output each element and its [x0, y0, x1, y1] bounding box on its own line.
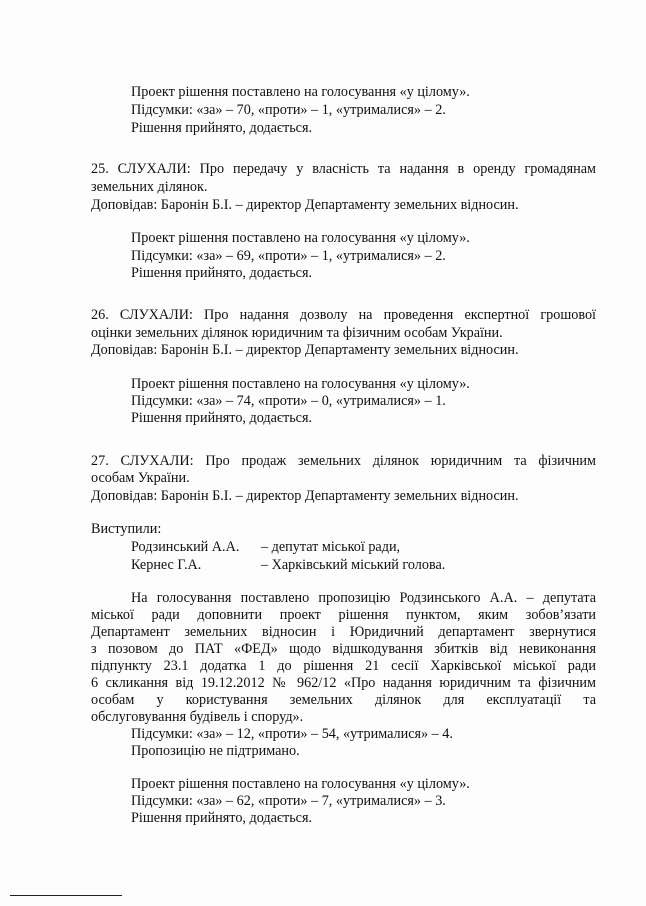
proposal-last-line: обслуговування будівель і споруд».	[91, 709, 304, 725]
proposal-line: 6 скликання від 19.12.2012 № 962/12 «Про надання юридичним та фізичним	[91, 675, 596, 691]
item-25-heading-cont: земельних ділянок.	[91, 179, 208, 195]
proposal-line: На голосування поставлено пропозицію Родзинського А.А. – депутата	[131, 590, 596, 606]
final-vote-line: Проект рішення поставлено на голосування «у цілому».	[131, 776, 470, 792]
proposal-line: з позовом до ПАТ «ФЕД» щодо відшкодування збитків від невиконання	[91, 641, 596, 657]
speakers-heading: Виступили:	[91, 521, 162, 537]
proposal-outcome-line: Пропозицію не підтримано.	[131, 743, 300, 759]
speaker-role: – депутат міської ради,	[261, 539, 401, 555]
item-26-heading: 26. СЛУХАЛИ: Про надання дозволу на проведення експертної грошової	[91, 307, 596, 323]
final-results-line: Підсумки: «за» – 62, «проти» – 7, «утрималися» – 3.	[131, 793, 446, 809]
item-27-heading-cont: особам України.	[91, 470, 190, 486]
proposal-line: Департамент земельних відносин і Юридичний департамент звернутися	[91, 624, 596, 640]
footer-rule	[10, 895, 122, 896]
item-25-decision-line: Рішення прийнято, додається.	[131, 265, 313, 281]
speaker-name: Кернес Г.А.	[131, 557, 202, 573]
results-line: Підсумки: «за» – 70, «проти» – 1, «утрималися» – 2.	[131, 102, 446, 118]
item-25-heading: 25. СЛУХАЛИ: Про передачу у власність та надання в оренду громадянам	[91, 161, 596, 177]
item-26-results-line: Підсумки: «за» – 74, «проти» – 0, «утрималися» – 1.	[131, 393, 446, 409]
final-decision-line: Рішення прийнято, додається.	[131, 810, 313, 826]
speaker-role: – Харківський міський голова.	[261, 557, 446, 573]
item-26-decision-line: Рішення прийнято, додається.	[131, 410, 313, 426]
item-25-results-line: Підсумки: «за» – 69, «проти» – 1, «утрималися» – 2.	[131, 248, 446, 264]
proposal-line: підпункту 23.1 додатка 1 до рішення 21 сесії Харківської міської ради	[91, 658, 596, 674]
vote-line: Проект рішення поставлено на голосування «у цілому».	[131, 84, 470, 100]
speaker-name: Родзинський А.А.	[131, 539, 240, 555]
item-26-heading-cont: оцінки земельних ділянок юридичним та фізичним особам України.	[91, 325, 503, 341]
item-25-reporter: Доповідав: Баронін Б.І. – директор Департаменту земельних відносин.	[91, 197, 519, 213]
item-26-vote-line: Проект рішення поставлено на голосування «у цілому».	[131, 376, 470, 392]
proposal-line: міської ради доповнити проект рішення пунктом, яким зобов’язати	[91, 607, 596, 623]
proposal-results-line: Підсумки: «за» – 12, «проти» – 54, «утрималися» – 4.	[131, 726, 453, 742]
item-25-vote-line: Проект рішення поставлено на голосування «у цілому».	[131, 230, 470, 246]
item-26-reporter: Доповідав: Баронін Б.І. – директор Департаменту земельних відносин.	[91, 342, 519, 358]
item-27-reporter: Доповідав: Баронін Б.І. – директор Департаменту земельних відносин.	[91, 488, 519, 504]
decision-line: Рішення прийнято, додається.	[131, 120, 313, 136]
proposal-line: особам у користування земельних ділянок для експлуатації та	[91, 692, 596, 708]
item-27-heading: 27. СЛУХАЛИ: Про продаж земельних ділянок юридичним та фізичним	[91, 453, 596, 469]
